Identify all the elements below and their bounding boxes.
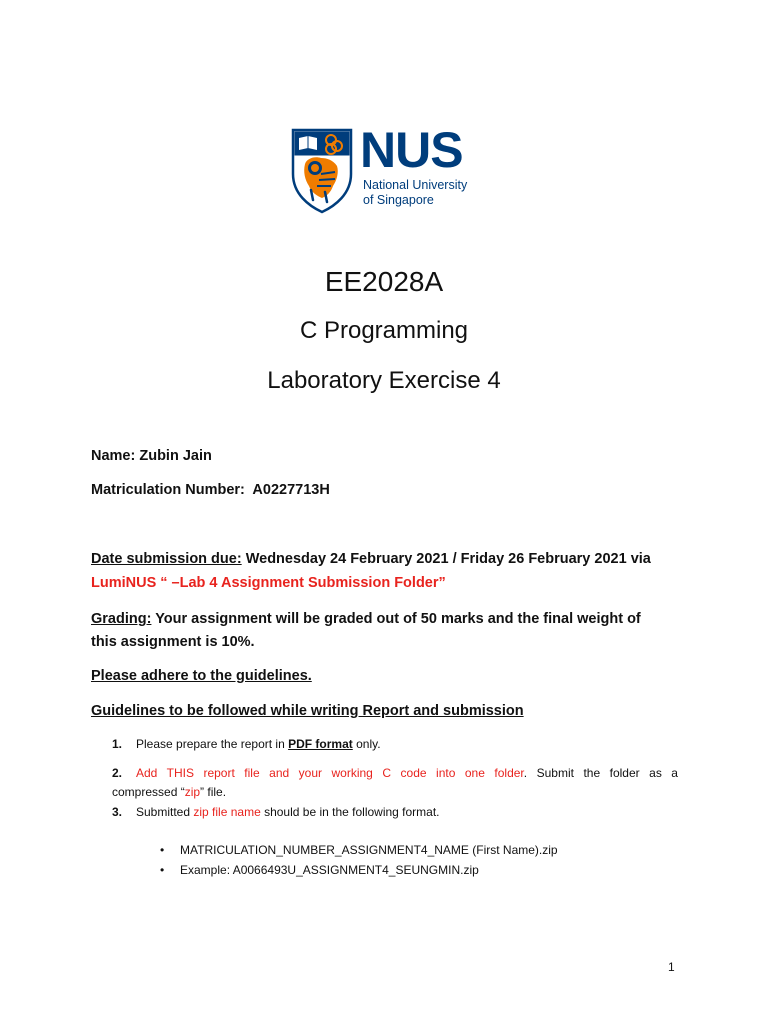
logo-university-line-2: of Singapore — [363, 193, 434, 207]
submission-folder: LumiNUS “ –Lab 4 Assignment Submission Folder” — [91, 575, 446, 591]
bullet-text: Example: A0066493U_ASSIGNMENT4_SEUNGMIN.zip — [180, 863, 479, 877]
logo-university-line-1: National University — [363, 178, 468, 192]
student-name-row — [91, 448, 212, 464]
submission-due-row — [91, 551, 651, 567]
list-item-text-part: only. — [352, 737, 381, 751]
list-item-number: 3. — [112, 805, 123, 819]
grading-text-line-2: this assignment is 10%. — [91, 634, 255, 650]
list-item-text-part: compressed “ — [112, 785, 185, 799]
list-item-text-part: Please prepare the report in — [136, 737, 289, 751]
list-item-text — [112, 764, 678, 802]
matriculation-label: Matriculation Number: — [91, 482, 245, 498]
matriculation-value: A0227713H — [252, 482, 330, 498]
grading-label: Grading: — [91, 611, 152, 627]
bullet-dot-icon: • — [160, 843, 165, 857]
zip-emphasis: zip — [184, 785, 201, 799]
logo-wordmark: NUS — [360, 122, 463, 178]
list-item-text-part: Submitted — [136, 805, 194, 819]
list-item-text-part: . Submit the folder as a — [523, 766, 678, 780]
list-item-number: 1. — [112, 737, 123, 751]
name-label: Name: — [91, 448, 136, 464]
bullet-text: MATRICULATION_NUMBER_ASSIGNMENT4_NAME (First Name).zip — [180, 843, 558, 857]
course-code-title: EE2028A — [324, 266, 444, 297]
name-value: Zubin Jain — [139, 448, 212, 464]
list-item-text — [136, 735, 678, 754]
bullet-dot-icon: • — [160, 863, 165, 877]
zip-file-name-emphasis: zip file name — [193, 805, 261, 819]
list-item-text — [136, 803, 678, 822]
grading-row — [91, 611, 641, 627]
list-item-line — [136, 764, 678, 783]
list-item-number: 2. — [112, 766, 123, 780]
list-item-text-part: should be in the following format. — [260, 805, 440, 819]
subject-title: C Programming — [299, 317, 469, 344]
grading-text-line-1: Your assignment will be graded out of 50 marks and the final weight of — [155, 611, 641, 627]
due-label: Date submission due: — [91, 551, 242, 567]
nus-crest-icon — [291, 128, 353, 214]
matriculation-row — [91, 482, 330, 498]
list-item-line — [112, 783, 654, 802]
guidelines-heading: Guidelines to be followed while writing Report and submission — [91, 703, 524, 719]
pdf-format-emphasis: PDF format — [288, 737, 353, 751]
list-item-text-part: ” file. — [200, 785, 227, 799]
lab-exercise-title: Laboratory Exercise 4 — [267, 367, 501, 394]
red-instruction: Add THIS report file and your working C code into one folder — [136, 766, 524, 780]
due-value: Wednesday 24 February 2021 / Friday 26 February 2021 via — [245, 551, 651, 567]
adhere-notice: Please adhere to the guidelines. — [91, 668, 312, 684]
nus-logo — [291, 122, 483, 216]
page-number: 1 — [668, 960, 675, 974]
